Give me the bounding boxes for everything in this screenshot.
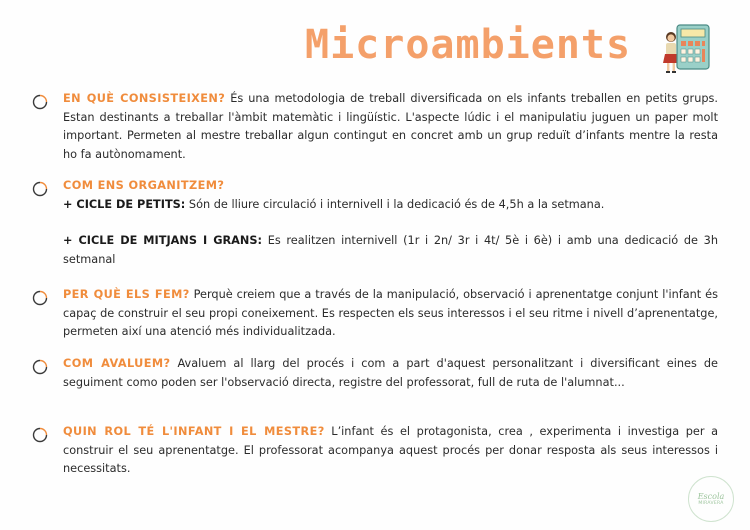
item-text: Es realitzen internivell (1r i 2n/ 3r i 4t/ 5è i 6è) i amb una dedicació de 3h setmanal — [63, 234, 719, 266]
section-bullet-icon — [32, 94, 48, 110]
section-bullet-icon — [32, 359, 48, 375]
section-paragraph — [63, 423, 718, 479]
section-roles — [63, 423, 718, 479]
section-heading: COM AVALUEM? — [63, 357, 171, 370]
section-heading: QUIN ROL TÉ L'INFANT I EL MESTRE? — [63, 425, 325, 438]
section-evaluation — [63, 355, 718, 392]
section-text: L’infant és el protagonista, crea , experimenta i investiga per a construir el seu aprenentatge. El professorat acompanya aquest procés per donar resposta als seus interessos i necessitats. — [63, 425, 719, 476]
section-heading: EN QUÈ CONSISTEIXEN? — [63, 92, 226, 105]
section-paragraph — [63, 177, 718, 196]
logo-line1: Escola — [697, 491, 725, 501]
section-what-are-they — [63, 90, 718, 164]
section-heading: COM ENS ORGANITZEM? — [63, 179, 225, 192]
section-text: Avaluem al llarg del procés i com a part d'aquest personalitzant i diversificant eines de seguiment como poden ser l'observació directa, registre del professorat, full de ruta de l'alumnat... — [63, 357, 718, 389]
page-title: Microambients — [305, 22, 632, 68]
school-logo — [688, 476, 734, 522]
section-bullet-icon — [32, 181, 48, 197]
item-label: + CICLE DE MITJANS I GRANS: — [63, 234, 263, 248]
section-paragraph — [63, 286, 718, 342]
organization-item-mitjans-grans — [63, 232, 718, 269]
section-organization — [63, 177, 718, 269]
section-text: És una metodologia de treball diversificada on els infants treballen en petits grups. Estan destinants a treballar l'àmbit matemàtic i lingüístic. L'aspecte lúdic i el manipulatiu juguen un paper molt important. Permeten al mestre treballar algun contingut en concret amb un grup reduït d’infants mentre la resta ho fa autònomament. — [63, 92, 719, 161]
item-label: + CICLE DE PETITS: — [63, 197, 186, 211]
section-text: Perquè creiem que a través de la manipulació, observació i aprenentatge conjunt l'infant és capaç de construir el seu propi coneixement. Es respecten els seus interessos i el seu ritme i nivell d’aprenentatge, permeten així una atenció més individualitzada. — [63, 288, 719, 339]
section-paragraph — [63, 90, 718, 164]
section-paragraph — [63, 355, 718, 392]
section-heading: PER QUÈ ELS FEM? — [63, 288, 190, 301]
section-bullet-icon — [32, 427, 48, 443]
section-why — [63, 286, 718, 342]
calculator-icon — [676, 24, 710, 70]
logo-line2: MIRAVERA — [698, 500, 724, 506]
section-bullet-icon — [32, 290, 48, 306]
item-text: Són de lliure circulació i internivell i la dedicació és de 4,5h a la setmana. — [185, 197, 605, 211]
organization-item-petits — [63, 196, 718, 215]
